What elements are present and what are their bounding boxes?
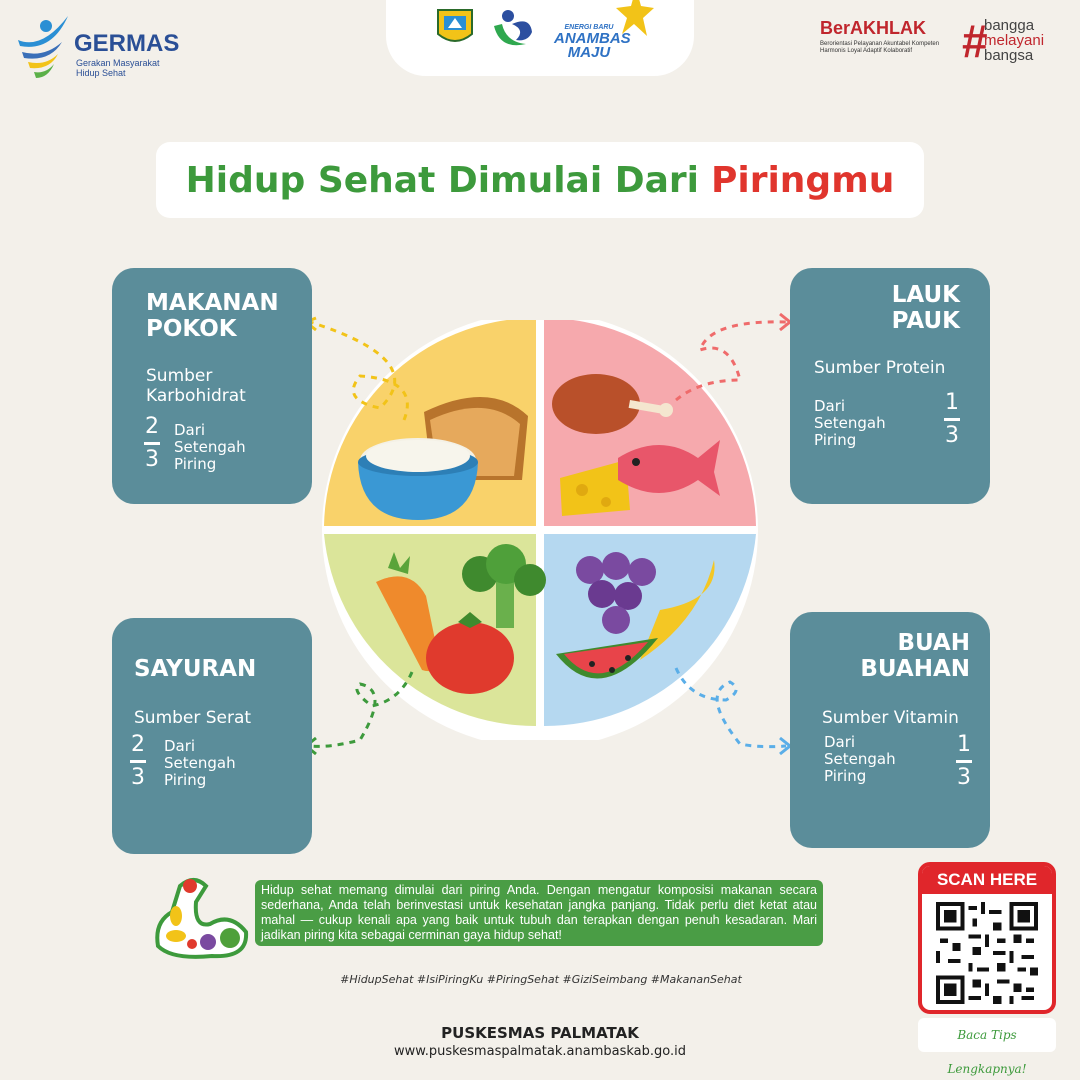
card-buah-title1: BUAH xyxy=(897,630,970,656)
card-buah-title2: BUAHAN xyxy=(860,656,970,682)
card-makanan-title xyxy=(146,290,279,342)
berakhlak-title: BerAKHLAK xyxy=(820,18,927,38)
card-makanan-title1: MAKANAN xyxy=(146,290,279,316)
card-sayuran-fraction xyxy=(128,734,148,789)
anambas-line1: ANAMBAS xyxy=(554,30,631,47)
bangga-line1: bangga xyxy=(984,17,1035,34)
card-lauk-fraction xyxy=(942,392,962,447)
card-buah-t2: Setengah xyxy=(824,750,896,768)
card-lauk-num: 1 xyxy=(945,390,959,415)
body-paragraph: Hidup sehat memang dimulai dari piring Anda. Dengan mengatur komposisi makanan secara sederhana, Anda telah berinvestasi untuk kesehatan jangka panjang. Tidak perlu diet ketat atau mahal — cukup kenali apa yang baik untuk tubuh dan terapkan dengan penuh kesadaran. Mari jadikan piring kita sebagai cerminan gaya hidup sehat! xyxy=(255,880,823,946)
card-sayuran-t1: Dari xyxy=(164,737,196,755)
germas-sub-line2: Hidup Sehat xyxy=(76,68,126,78)
qr-code-card[interactable] xyxy=(918,862,1056,1014)
card-makanan-t3: Piring xyxy=(174,455,217,473)
card-makanan-fraction xyxy=(142,416,162,471)
anambas-top: ENERGI BARU xyxy=(564,24,614,31)
card-sayuran-portion xyxy=(164,738,236,789)
card-lauk-pauk xyxy=(790,268,990,504)
card-lauk-title xyxy=(892,282,960,334)
card-sayuran-title: SAYURAN xyxy=(134,656,257,682)
footer-organization: PUSKESMAS PALMATAK xyxy=(441,1024,639,1042)
card-makanan-title2: POKOK xyxy=(146,316,237,342)
card-buah-t1: Dari xyxy=(824,733,856,751)
card-buah-fraction xyxy=(954,734,974,789)
card-buah-portion xyxy=(824,734,896,785)
card-makanan-t1: Dari xyxy=(174,421,206,439)
card-lauk-title1: LAUK xyxy=(891,282,960,308)
scan-here-label: SCAN HERE xyxy=(922,866,1052,894)
card-sayuran-den: 3 xyxy=(131,765,145,790)
card-buah-t3: Piring xyxy=(824,767,867,785)
card-buah-sub: Sumber Vitamin xyxy=(822,708,959,728)
card-lauk-portion xyxy=(814,398,886,449)
card-sayuran-t3: Piring xyxy=(164,771,207,789)
card-lauk-title2: PAUK xyxy=(891,308,960,334)
card-sayuran-num: 2 xyxy=(131,732,145,757)
card-sayuran-t2: Setengah xyxy=(164,754,236,772)
card-lauk-t3: Piring xyxy=(814,431,857,449)
scan-tip-link[interactable]: Baca Tips Lengkapnya! xyxy=(918,1018,1056,1052)
card-buah-num: 1 xyxy=(957,732,971,757)
qr-code-icon[interactable] xyxy=(936,902,1038,1004)
card-makanan-den: 3 xyxy=(145,447,159,472)
bangga-line2: melayani xyxy=(984,32,1045,49)
healthy-arm-icon xyxy=(150,872,254,962)
card-makanan-sub xyxy=(146,366,246,406)
germas-sub-line1: Gerakan Masyarakat xyxy=(76,58,160,68)
card-makanan-t2: Setengah xyxy=(174,438,246,456)
card-makanan-num: 2 xyxy=(145,414,159,439)
footer-url[interactable]: www.puskesmaspalmatak.anambaskab.go.id xyxy=(394,1044,686,1059)
card-buah-buahan xyxy=(790,612,990,848)
card-lauk-sub: Sumber Protein xyxy=(814,358,946,378)
card-buah-den: 3 xyxy=(957,765,971,790)
card-lauk-t2: Setengah xyxy=(814,414,886,432)
berakhlak-sub-line1: Berorientasi Pelayanan Akuntabel Kompeten xyxy=(820,41,940,47)
title-part-red: Piringmu xyxy=(710,159,895,201)
bangga-line3: bangsa xyxy=(984,47,1034,64)
card-makanan-sub1: Sumber xyxy=(146,366,213,386)
card-sayuran-sub: Sumber Serat xyxy=(134,708,252,728)
card-lauk-t1: Dari xyxy=(814,397,846,415)
card-lauk-den: 3 xyxy=(945,423,959,448)
card-makanan-portion xyxy=(174,422,246,473)
anambas-line2: MAJU xyxy=(567,44,611,61)
card-sayuran xyxy=(112,618,312,854)
hashtags: #HidupSehat #IsiPiringKu #PiringSehat #GiziSeimbang #MakananSehat xyxy=(340,973,742,986)
germas-title: GERMAS xyxy=(74,30,180,57)
card-makanan-sub2: Karbohidrat xyxy=(146,386,246,406)
card-buah-title xyxy=(860,630,970,682)
berakhlak-sub-line2: Harmonis Loyal Adaptif Kolaboratif xyxy=(820,48,913,54)
card-makanan-pokok xyxy=(112,268,312,504)
hash-icon: # xyxy=(962,15,988,67)
title-part-green: Hidup Sehat Dimulai Dari xyxy=(185,159,699,201)
